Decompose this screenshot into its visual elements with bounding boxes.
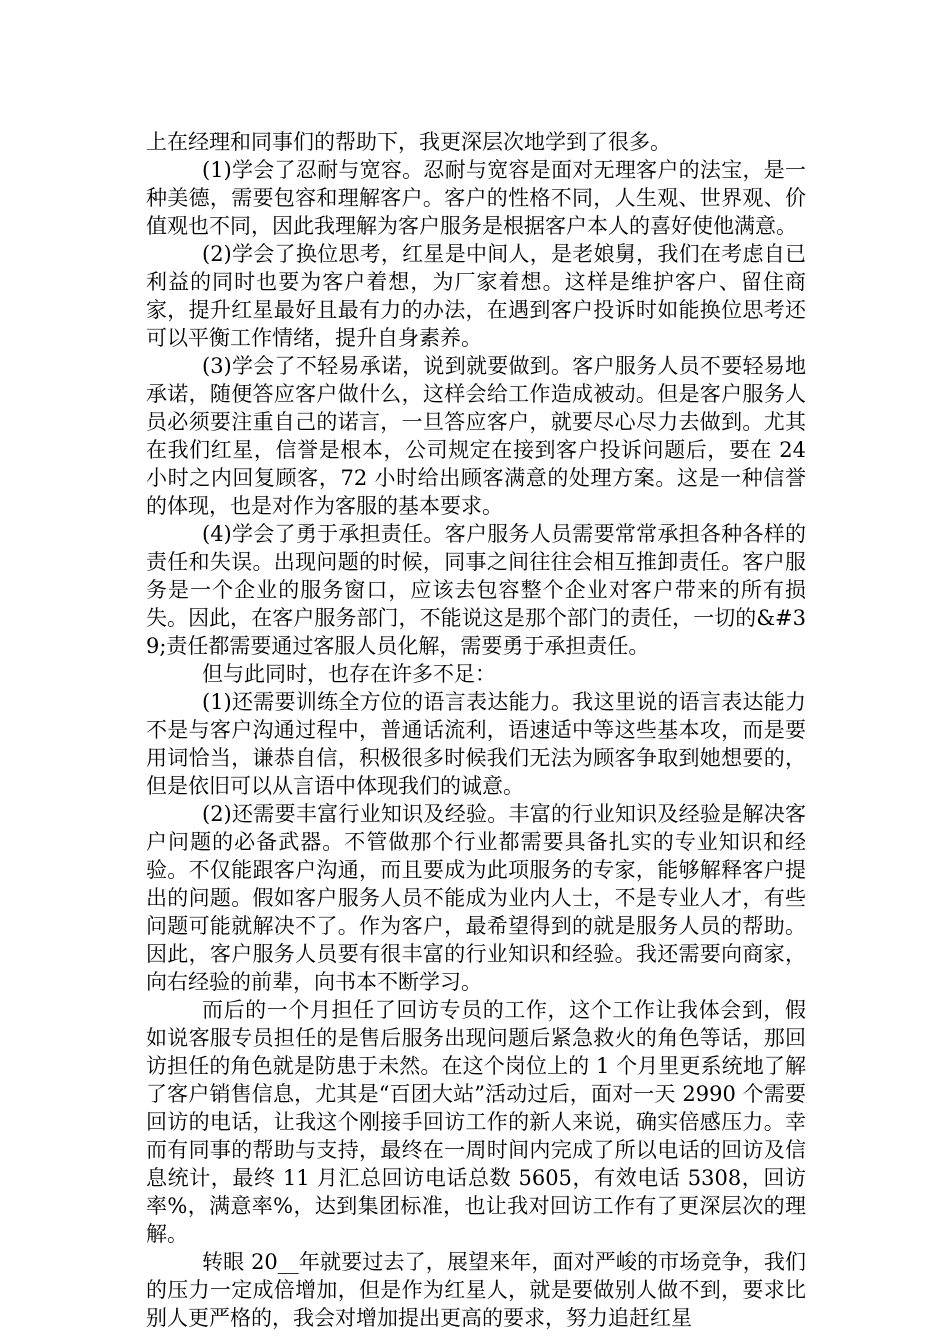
- paragraph-intro: 上在经理和同事们的帮助下，我更深层次地学到了很多。: [146, 130, 671, 154]
- paragraph-outlook: 转眼 20__年就要过去了，展望来年，面对严峻的市场竞争，我们的压力一定成倍增加，但是作为红星人，就是要做别人做不到，要求比别人更严格的，我会对增加提出更高的要求，努力追赶红星: [146, 1250, 806, 1330]
- paragraph-shortcomings: 但与此同时，也存在许多不足：: [202, 662, 496, 686]
- paragraph-language-skills: (1)还需要训练全方位的语言表达能力。我这里说的语言表达能力不是与客户沟通过程中，普通话流利，语速适中等这些基本攻，而是要用词恰当，谦恭自信，积极很多时候我们无法为顾客争取到她想要的，但是依旧可以从言语中体现我们的诚意。: [146, 690, 806, 798]
- paragraph-industry-knowledge: (2)还需要丰富行业知识及经验。丰富的行业知识及经验是解决客户问题的必备武器。不管做那个行业都需要具备扎实的专业知识和经验。不仅能跟客户沟通，而且要成为此项服务的专家，能够解释客户提出的问题。假如客户服务人员不能成为业内人士，不是专业人才，有些问题可能就解决不了。作为客户，最希望得到的就是服务人员的帮助。因此，客户服务人员要有很丰富的行业知识和经验。我还需要向商家，向右经验的前辈，向书本不断学习。: [146, 802, 806, 994]
- paragraph-patience: (1)学会了忍耐与宽容。忍耐与宽容是面对无理客户的法宝，是一种美德，需要包容和理解客户。客户的性格不同，人生观、世界观、价值观也不同，因此我理解为客户服务是根据客户本人的喜好使他满意。: [146, 158, 806, 238]
- paragraph-callback-work: 而后的一个月担任了回访专员的工作，这个工作让我体会到，假如说客服专员担任的是售后服务出现问题后紧急救火的角色等话，那回访担任的角色就是防患于未然。在这个岗位上的 1 个月里更系统地了解了客户销售信息，尤其是“百团大站”活动过后，面对一天 2990 个需要回访的电话，让我这个刚接手回访工作的新人来说，确实倍感压力。幸而有同事的帮助与支持，最终在一周时间内完成了所以电话的回访及信息统计，最终 11 月汇总回访电话总数 5605，有效电话 5308，回访率%，满意率%，达到集团标准，也让我对回访工作有了更深层次的理解。: [146, 998, 806, 1246]
- document-body: [146, 128, 806, 1332]
- paragraph-responsibility: (4)学会了勇于承担责任。客户服务人员需要常常承担各种各样的责任和失误。出现问题的时候，同事之间往往会相互推卸责任。客户服务是一个企业的服务窗口，应该去包容整个企业对客户带来的所有损失。因此，在客户服务部门，不能说这是那个部门的责任，一切的&#39;责任都需要通过客服人员化解，需要勇于承担责任。: [146, 522, 806, 658]
- paragraph-empathy: (2)学会了换位思考，红星是中间人，是老娘舅，我们在考虑自已利益的同时也要为客户着想，为厂家着想。这样是维护客户、留住商家，提升红星最好且最有力的办法，在遇到客户投诉时如能换位思考还可以平衡工作情绪，提升自身素养。: [146, 242, 806, 350]
- paragraph-promises: (3)学会了不轻易承诺，说到就要做到。客户服务人员不要轻易地承诺，随便答应客户做什么，这样会给工作造成被动。但是客户服务人员必须要注重自己的诺言，一旦答应客户，就要尽心尽力去做到。尤其在我们红星，信誉是根本，公司规定在接到客户投诉问题后，要在 24 小时之内回复顾客，72 小时给出顾客满意的处理方案。这是一种信誉的体现，也是对作为客服的基本要求。: [146, 354, 806, 518]
